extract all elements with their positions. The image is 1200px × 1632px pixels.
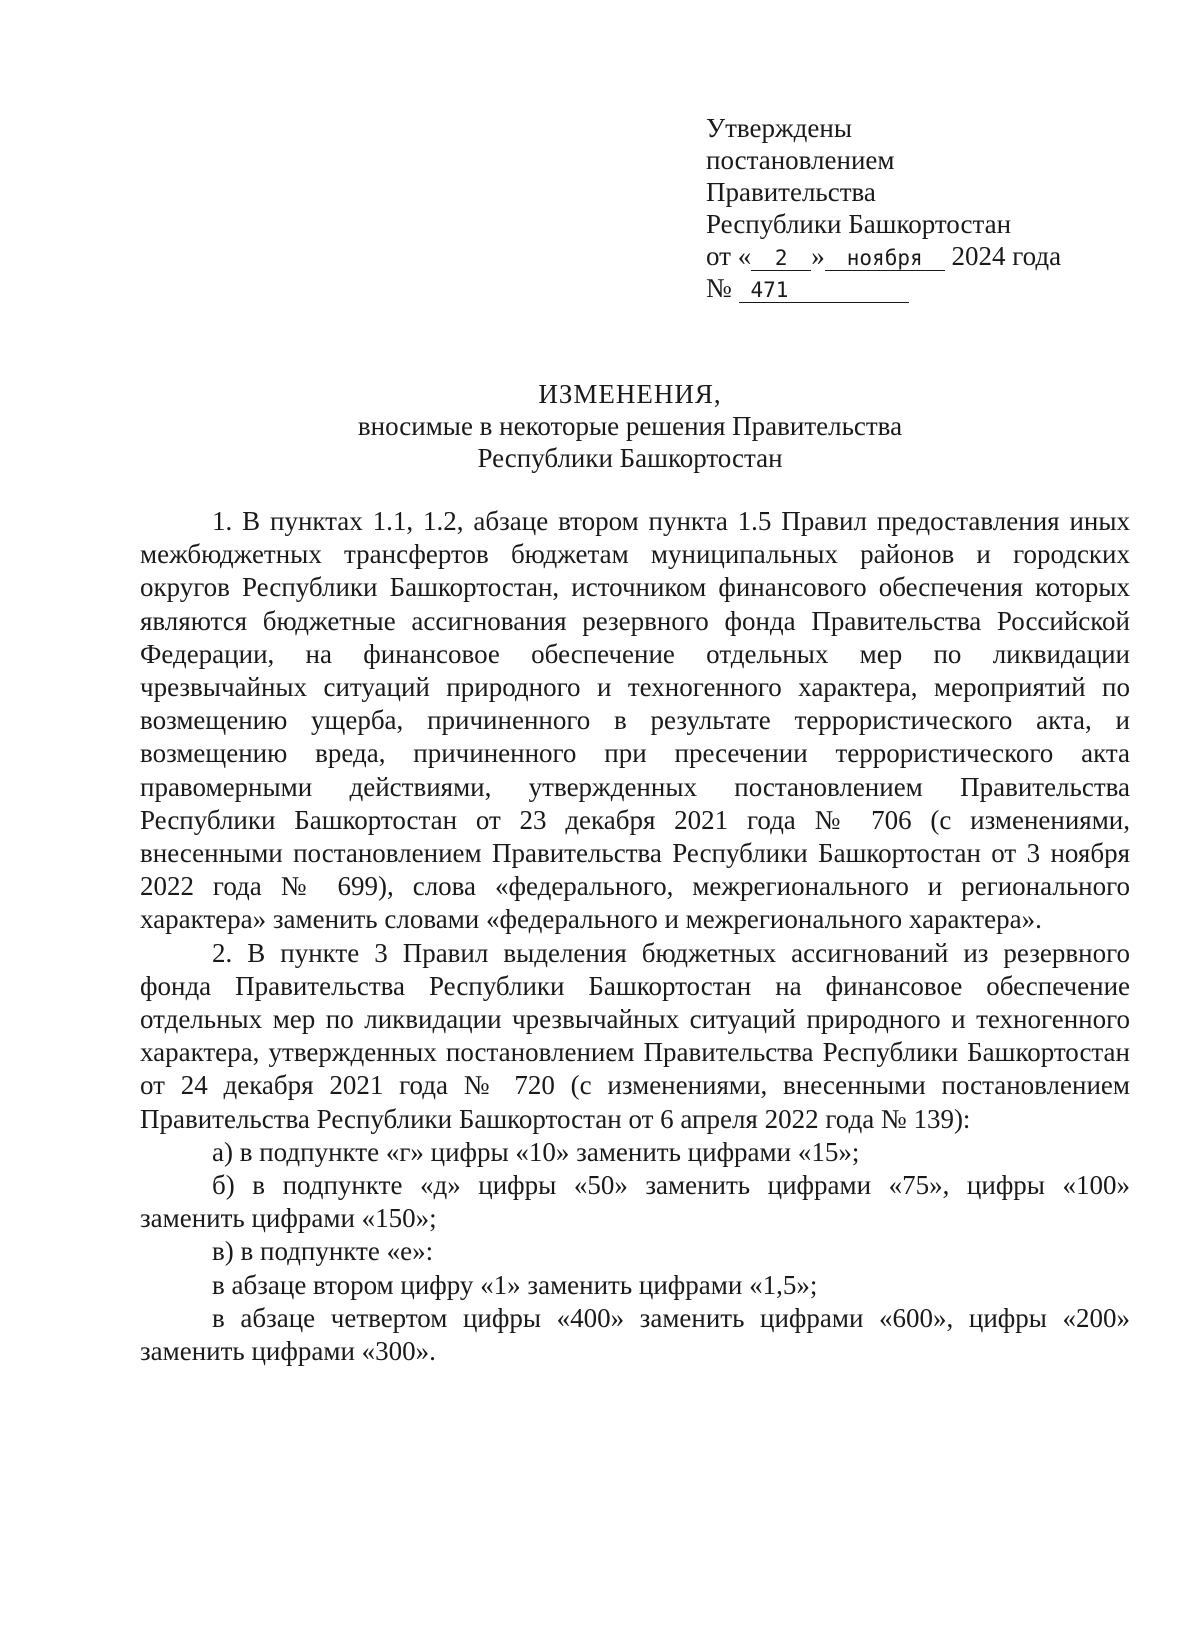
paragraph: б) в подпункте «д» цифры «50» заменить цифрами «75», цифры «100» заменить цифрами «150»;	[140, 1170, 1130, 1234]
document-subtitle: вносимые в некоторые решения Правительства	[357, 411, 903, 441]
date-month: ноября	[825, 246, 945, 271]
document-heading	[140, 378, 1120, 474]
approval-date	[706, 240, 1126, 272]
document-body	[140, 505, 1130, 1368]
number-prefix: №	[706, 273, 739, 303]
paragraph: в абзаце четвертом цифры «400» заменить цифрами «600», цифры «200» заменить цифрами «300».	[140, 1302, 1130, 1367]
approval-line: Утверждены	[706, 113, 852, 143]
approval-line: Правительства	[706, 177, 876, 207]
approval-line: постановлением	[706, 145, 895, 175]
paragraph: в) в подпункте «е»:	[212, 1236, 434, 1267]
paragraph: 1. В пунктах 1.1, 1.2, абзаце втором пункта 1.5 Правил предоставления иных межбюджетных трансфертов бюджетам муниципальных районов и городских округов Республики Башкортостан, источником финансового обеспечения которых являются бюджетные ассигнования резервного фонда Правительства Российской Федерации, на финансовое обеспечение отдельных мер по ликвидации чрезвычайных ситуаций природного и техногенного характера, мероприятий по возмещению ущерба, причиненного в результате террористического акта, и возмещению вреда, причиненного при пресечении террористического акта правомерными действиями, утвержденных постановлением Правительства Республики Башкортостан от 23 декабря 2021 года № 706 (с изменениями, внесенными постановлением Правительства Республики Башкортостан от 3 ноября 2022 года № 699), слова «федерального, межрегионального и регионального характера» заменить словами «федерального и межрегионального характера».	[140, 506, 1130, 935]
date-mid: »	[811, 241, 825, 271]
paragraph: 2. В пункте 3 Правил выделения бюджетных ассигнований из резервного фонда Правительства Республики Башкортостан на финансовое обеспечение отдельных мер по ликвидации чрезвычайных ситуаций природного и техногенного характера, утвержденных постановлением Правительства Республики Башкортостан от 24 декабря 2021 года № 720 (с изменениями, внесенными постановлением Правительства Республики Башкортостан от 6 апреля 2022 года № 139):	[140, 937, 1130, 1134]
approval-stamp	[706, 112, 1126, 304]
date-prefix: от «	[706, 241, 752, 271]
approval-number	[706, 272, 1126, 304]
document-subtitle: Республики Башкортостан	[477, 443, 783, 473]
paragraph: а) в подпункте «г» цифры «10» заменить цифрами «15»;	[212, 1136, 860, 1167]
number-value: 471	[739, 278, 909, 303]
document-title: ИЗМЕНЕНИЯ,	[538, 379, 722, 409]
paragraph: в абзаце втором цифру «1» заменить цифрами «1,5»;	[212, 1269, 818, 1300]
date-day: 2	[751, 246, 811, 271]
approval-line: Республики Башкортостан	[706, 209, 1012, 239]
date-suffix: 2024 года	[944, 241, 1062, 271]
